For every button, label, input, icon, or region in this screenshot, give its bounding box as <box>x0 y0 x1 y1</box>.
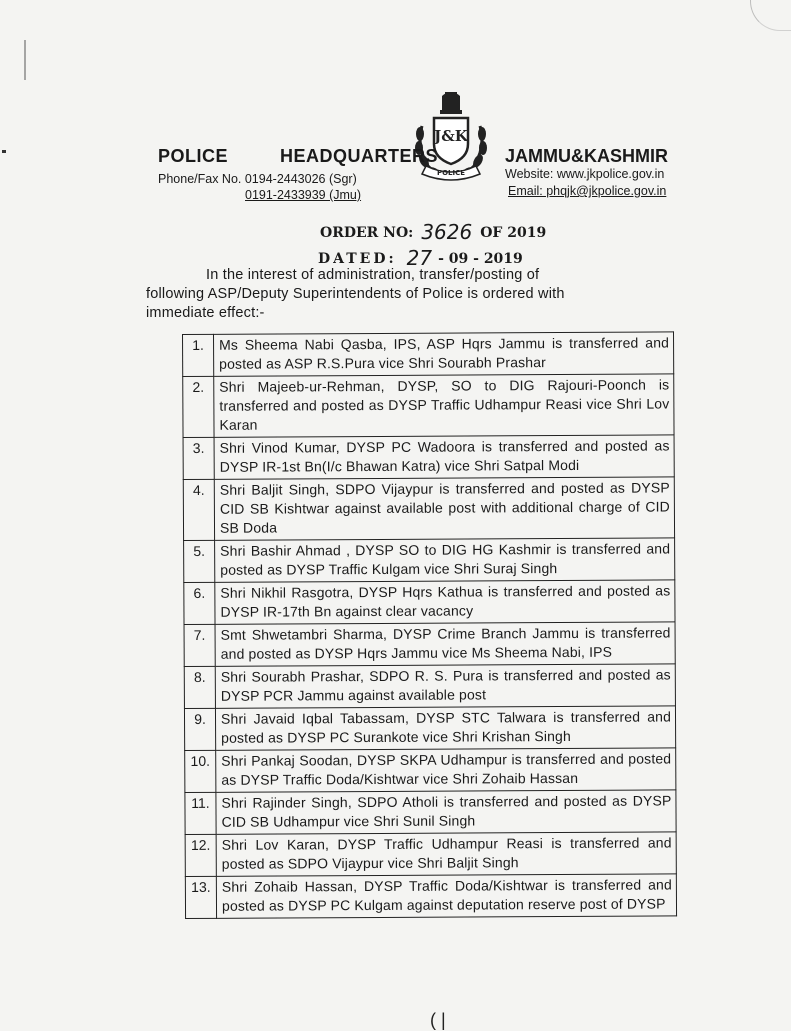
order-text: Shri Nikhil Rasgotra, DYSP Hqrs Kathua is transferred and posted as DYSP IR-17th Bn against clear vacancy <box>215 580 675 624</box>
intro-line-3: immediate effect:- <box>146 305 265 321</box>
jk-police-emblem-icon <box>408 86 494 186</box>
intro-line-1: In the interest of administration, transfer/posting of <box>206 267 540 283</box>
order-serial-number: 5. <box>184 540 215 582</box>
order-number-line <box>320 218 546 242</box>
phone-line-jammu: 0191-2433939 (Jmu) <box>245 188 362 202</box>
order-row <box>183 435 674 480</box>
letterhead-title-left <box>158 146 438 167</box>
order-year: OF 2019 <box>480 225 547 241</box>
letterhead-headquarters: HEADQUARTERS <box>280 146 439 166</box>
order-label: ORDER NO: <box>320 225 414 241</box>
order-number-handwritten: 3626 <box>421 220 473 244</box>
phone-line-srinagar: Phone/Fax No. 0194-2443026 (Sgr) <box>158 172 357 186</box>
page-continuation-mark: ( | <box>430 1010 446 1030</box>
order-row <box>184 622 675 667</box>
order-serial-number: 6. <box>184 582 215 624</box>
scan-artifact <box>2 150 6 153</box>
intro-paragraph <box>146 266 666 323</box>
letterhead-police: POLICE <box>158 146 229 166</box>
order-row <box>185 790 676 835</box>
emblem-letters: J&K <box>434 127 468 145</box>
order-serial-number: 4. <box>183 479 214 540</box>
order-text: Shri Vinod Kumar, DYSP PC Wadoora is transferred and posted as DYSP IR-1st Bn(I/c Bhawan Katra) vice Shri Satpal Modi <box>214 435 674 479</box>
order-serial-number: 10. <box>185 750 216 792</box>
order-date-line <box>318 244 523 268</box>
order-text: Shri Sourabh Prashar, SDPO R. S. Pura is transferred and posted as DYSP PCR Jammu against available post <box>215 664 675 708</box>
order-serial-number: 8. <box>184 666 215 708</box>
order-text: Shri Zohaib Hassan, DYSP Traffic Doda/Kishtwar is transferred and posted as DYSP PC Kulgam against deputation reserve post of DYSP <box>216 874 676 918</box>
order-row <box>185 874 676 919</box>
order-serial-number: 7. <box>184 624 215 666</box>
order-text: Shri Bashir Ahmad , DYSP SO to DIG HG Kashmir is transferred and posted as DYSP Traffic Kulgam vice Shri Suraj Singh <box>215 538 675 582</box>
order-row <box>183 374 674 438</box>
email-line: Email: phqjk@jkpolice.gov.in <box>508 184 667 198</box>
order-row <box>183 477 674 541</box>
order-serial-number: 12. <box>185 834 216 876</box>
order-row <box>185 748 676 793</box>
order-serial-number: 13. <box>185 876 216 918</box>
order-serial-number: 3. <box>183 437 214 479</box>
order-text: Smt Shwetambri Sharma, DYSP Crime Branch Jammu is transferred and posted as DYSP Hqrs Jammu vice Ms Sheema Nabi, IPS <box>215 622 675 666</box>
order-row <box>184 664 675 709</box>
website-line: Website: www.jkpolice.gov.in <box>505 167 665 181</box>
order-row <box>185 832 676 877</box>
order-text: Shri Javaid Iqbal Tabassam, DYSP STC Talwara is transferred and posted as DYSP PC Surankote vice Shri Krishan Singh <box>215 706 675 750</box>
transfer-orders-body <box>183 332 677 919</box>
transfer-orders-table <box>182 331 677 919</box>
scan-artifact <box>24 40 26 80</box>
order-text: Shri Rajinder Singh, SDPO Atholi is transferred and posted as DYSP CID SB Udhampur vice Shri Sunil Singh <box>216 790 676 834</box>
order-serial-number: 2. <box>183 376 214 437</box>
order-row <box>183 332 674 377</box>
order-row <box>184 706 675 751</box>
order-text: Shri Lov Karan, DYSP Traffic Udhampur Reasi is transferred and posted as SDPO Vijaypur vice Shri Baljit Singh <box>216 832 676 876</box>
dated-day-handwritten: 27 <box>406 246 433 270</box>
order-serial-number: 11. <box>185 792 216 834</box>
emblem-ribbon-text: POLICE <box>436 169 466 177</box>
order-text: Shri Majeeb-ur-Rehman, DYSP, SO to DIG Rajouri-Poonch is transferred and posted as DYSP Traffic Udhampur Reasi vice Shri Lov Karan <box>214 374 674 437</box>
order-text: Shri Baljit Singh, SDPO Vijaypur is transferred and posted as DYSP CID SB Kishtwar against available post with additional charge of CID SB Doda <box>214 477 674 540</box>
intro-line-2: following ASP/Deputy Superintendents of Police is ordered with <box>146 286 565 302</box>
order-serial-number: 1. <box>183 334 214 376</box>
order-row <box>184 538 675 583</box>
order-row <box>184 580 675 625</box>
dated-label: DATED: <box>318 251 397 267</box>
letterhead-title-right: JAMMU&KASHMIR <box>505 146 668 166</box>
order-text: Shri Pankaj Soodan, DYSP SKPA Udhampur is transferred and posted as DYSP Traffic Doda/Kishtwar vice Shri Zohaib Hassan <box>216 748 676 792</box>
dated-month-year: - 09 - 2019 <box>438 251 523 267</box>
order-text: Ms Sheema Nabi Qasba, IPS, ASP Hqrs Jammu is transferred and posted as ASP R.S.Pura vice Shri Sourabh Prashar <box>214 332 674 376</box>
page-corner-fold <box>750 0 791 31</box>
order-serial-number: 9. <box>184 708 215 750</box>
